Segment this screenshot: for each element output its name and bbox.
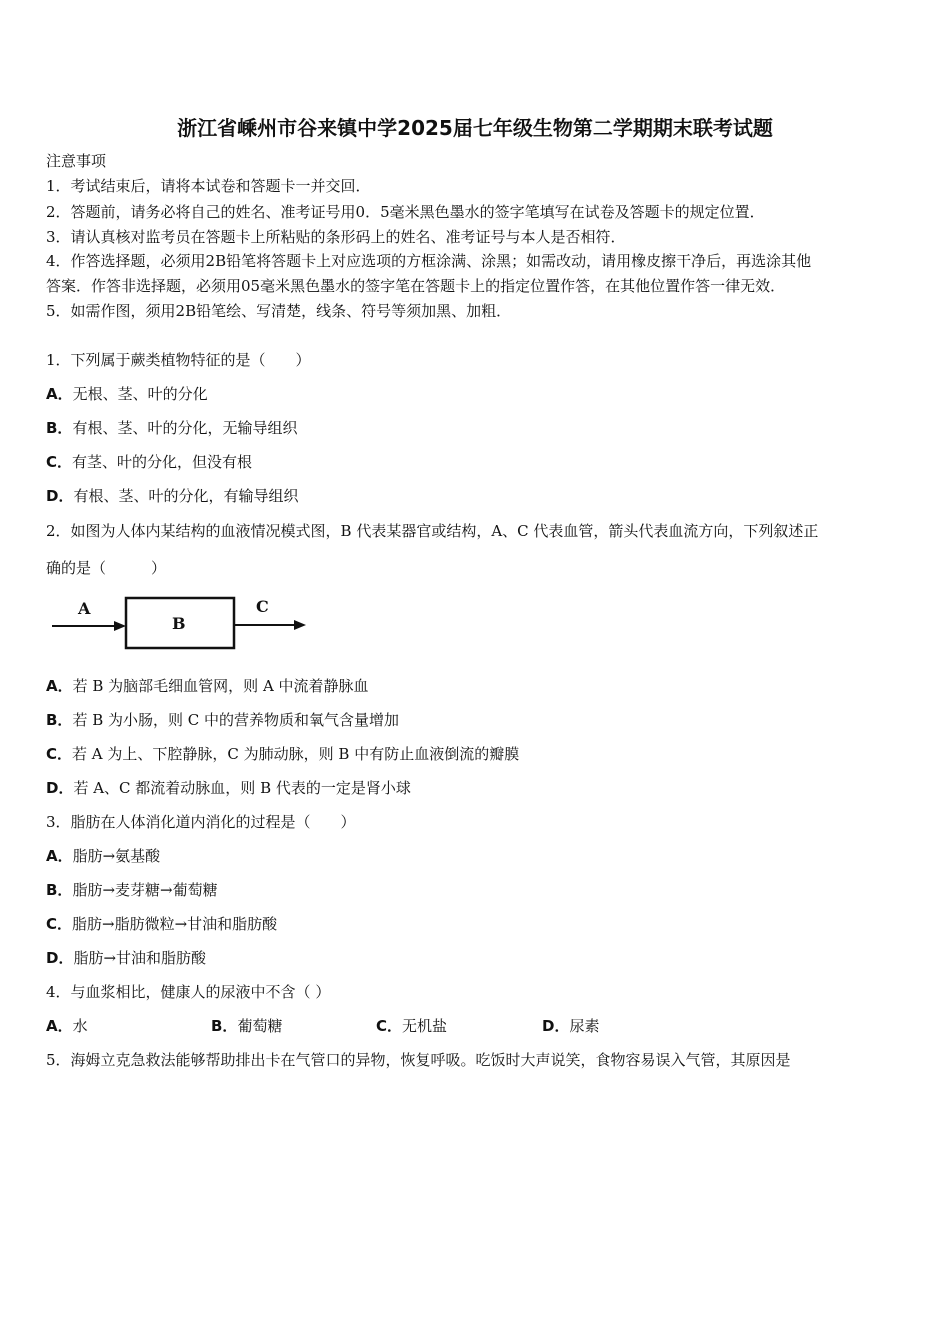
notice-item: 3．请认真核对监考员在答题卡上所粘贴的条形码上的姓名、准考证号与本人是否相符． [46,228,626,246]
option-label: A． [46,385,73,403]
option-label: B． [46,711,73,729]
label-a: A [78,599,91,618]
q3-stem: 3．脂肪在人体消化道内消化的过程是（ ） [46,813,356,831]
arrow-a-head [114,621,126,631]
blood-flow-diagram [50,592,320,652]
q5-stem: 5．海姆立克急救法能够帮助排出卡在气管口的异物，恢复呼吸。吃饭时大声说笑，食物容易误入气管，其原因是 [46,1051,791,1069]
option-text: 水 [72,1017,88,1035]
option-text: 脂肪→氨基酸 [72,847,161,865]
option-label: D． [46,779,74,797]
q4-option-d [542,1016,599,1036]
q4-option-c [376,1016,447,1036]
option-label: A． [46,847,73,865]
option-text: 有根、茎、叶的分化，有输导组织 [73,487,299,505]
q2-option-d [46,778,411,798]
notice-item: 4．作答选择题，必须用2B铅笔将答题卡上对应选项的方框涂满、涂黑；如需改动，请用橡皮擦干净后，再选涂其他 [46,252,812,270]
q2-option-c [46,744,519,764]
option-label: C． [46,745,73,763]
q4-option-b [211,1016,282,1036]
label-b: B [172,614,186,633]
option-label: C． [376,1017,403,1035]
option-text: 若 B 为脑部毛细血管网，则 A 中流着静脉血 [72,677,369,695]
option-text: 无机盐 [402,1017,448,1035]
option-label: B． [46,419,73,437]
q1-option-c [46,452,252,472]
option-label: D． [542,1017,570,1035]
option-text: 脂肪→甘油和脂肪酸 [73,949,207,967]
q2-option-a [46,676,369,696]
option-label: A． [46,1017,73,1035]
option-text: 无根、茎、叶的分化 [72,385,208,403]
q3-option-b [46,880,218,900]
q1-stem: 1．下列属于蕨类植物特征的是（ ） [46,351,311,369]
option-label: D． [46,949,74,967]
q4-option-a [46,1016,88,1036]
option-text: 尿素 [569,1017,600,1035]
notice-item: 答案．作答非选择题，必须用05毫米黑色墨水的签字笔在答题卡上的指定位置作答，在其他位置作答一律无效． [46,277,786,295]
q2-stem-line2: 确的是（ ） [46,559,167,577]
option-text: 若 A、C 都流着动脉血，则 B 代表的一定是肾小球 [73,779,411,797]
q4-options-row [46,1016,646,1036]
q2-option-b [46,710,399,730]
notice-item: 5．如需作图，须用2B铅笔绘、写清楚，线条、符号等须加黑、加粗． [46,302,512,320]
option-text: 若 B 为小肠，则 C 中的营养物质和氧气含量增加 [72,711,400,729]
notice-item: 2．答题前，请务必将自己的姓名、准考证号用0．5毫米黑色墨水的签字笔填写在试卷及答题卡的规定位置． [46,203,765,221]
option-label: A． [46,677,73,695]
label-c: C [256,597,269,616]
option-text: 有根、茎、叶的分化，无输导组织 [72,419,298,437]
q3-option-c [46,914,277,934]
option-label: C． [46,915,73,933]
q2-stem-line1: 2．如图为人体内某结构的血液情况模式图，B 代表某器官或结构，A、C 代表血管，箭头代表血流方向，下列叙述正 [46,522,819,540]
q3-option-a [46,846,160,866]
page-title: 浙江省嵊州市谷来镇中学2025届七年级生物第二学期期末联考试题 [177,116,773,140]
option-text: 有茎、叶的分化，但没有根 [72,453,253,471]
q1-option-a [46,384,208,404]
q3-option-d [46,948,206,968]
notice-heading: 注意事项 [46,152,107,170]
option-text: 葡萄糖 [237,1017,283,1035]
q4-stem: 4．与血浆相比，健康人的尿液中不含（ ） [46,983,331,1001]
q1-option-b [46,418,297,438]
notice-item: 1．考试结束后，请将本试卷和答题卡一并交回． [46,177,371,195]
arrow-c-head [294,620,306,630]
option-text: 脂肪→麦芽糖→葡萄糖 [72,881,218,899]
option-label: B． [211,1017,238,1035]
q1-option-d [46,486,298,506]
option-label: D． [46,487,74,505]
option-text: 脂肪→脂肪微粒→甘油和脂肪酸 [72,915,278,933]
option-label: C． [46,453,73,471]
option-text: 若 A 为上、下腔静脉，C 为肺动脉，则 B 中有防止血液倒流的瓣膜 [72,745,520,763]
option-label: B． [46,881,73,899]
